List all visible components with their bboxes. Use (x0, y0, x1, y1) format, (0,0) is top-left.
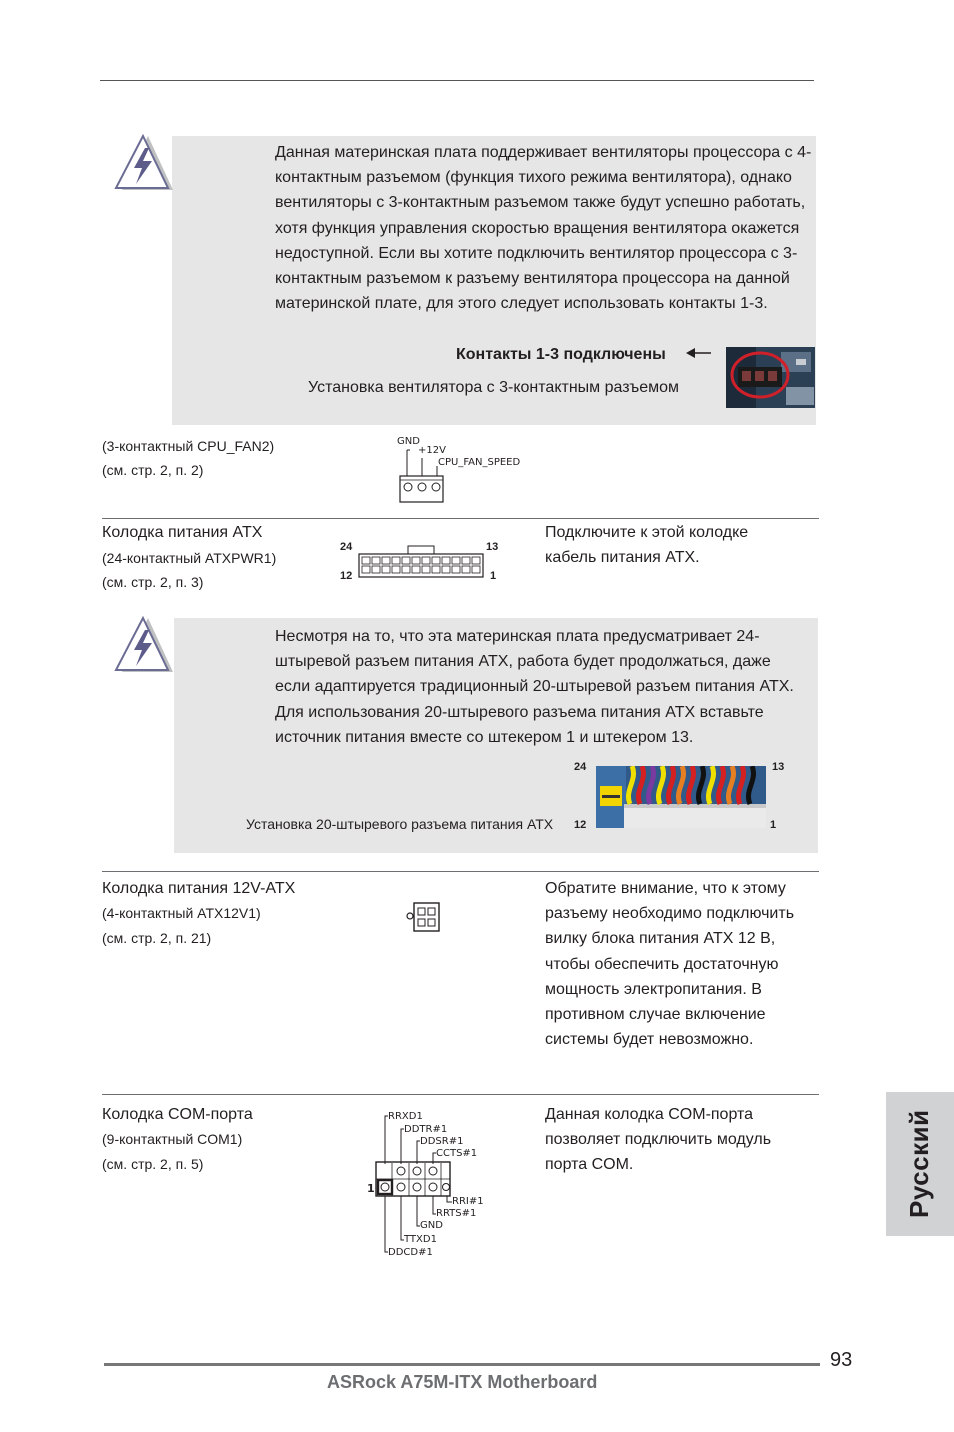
atx-pin-cell (392, 557, 400, 564)
com-pin-rri1: RRI#1 (452, 1196, 484, 1207)
atx-pin-12: 12 (340, 570, 353, 582)
atx-pin-cell (432, 566, 440, 573)
atx-pin-cell (422, 566, 430, 573)
atx20-pin-12: 12 (574, 819, 587, 831)
com-page-ref: (см. стр. 2, п. 5) (102, 1156, 204, 1172)
fan-pin-gnd-label: GND (397, 436, 420, 447)
atx-title: Колодка питания ATX (102, 524, 263, 541)
atx12v-page-ref: (см. стр. 2, п. 21) (102, 930, 212, 946)
com-pin-gnd: GND (420, 1220, 443, 1231)
com-pin-one-label: 1 (367, 1182, 375, 1195)
com-pin-ddtr1: DDTR#1 (404, 1124, 448, 1135)
atx-pin-cell (412, 557, 420, 564)
footer-title: ASRock A75M-ITX Motherboard (327, 1372, 598, 1392)
cpu-fan2-connector-diagram (396, 448, 456, 506)
cpu-fan2-model: (3-контактный CPU_FAN2) (102, 438, 275, 454)
atx-pin-cell (452, 566, 460, 573)
divider (102, 871, 819, 872)
com-title: Колодка COM-порта (102, 1106, 253, 1123)
atx-pin-cell (392, 566, 400, 573)
atx20-install-caption: Установка 20-штыревого разъема питания ATX (246, 816, 554, 832)
com-pin-rrxd1: RRXD1 (388, 1111, 423, 1122)
com-description: Данная колодка COM-порта позволяет подключить модуль порта COM. (545, 1106, 772, 1174)
com-model: (9-контактный COM1) (102, 1131, 243, 1147)
atx20-pin-13: 13 (772, 761, 785, 773)
divider (102, 1094, 819, 1095)
atx12v-title: Колодка питания 12V-ATX (102, 880, 296, 897)
atx-pin-cell (442, 566, 450, 573)
atx-note-text: Несмотря на то, что эта материнская плата предусматривает 24-штыревой разъем питания ATX, работа будет продолжаться, даже если адаптируется традиционный 20-штыревой разъем питания ATX. Для использования 20-штыревого разъема питания ATX вставьте источник питания вместе со штекером 1 и штекером 13. (275, 628, 794, 746)
atx-pin-cell (362, 566, 370, 573)
divider (102, 518, 819, 519)
top-rule (100, 80, 814, 81)
fan-pin-12v-label: +12V (418, 445, 446, 456)
atx-pin-cell (402, 566, 410, 573)
com-pin-ddcd1: DDCD#1 (388, 1247, 433, 1258)
atx-page-ref: (см. стр. 2, п. 3) (102, 574, 204, 590)
com-pin-ccts1: CCTS#1 (436, 1148, 478, 1159)
atx-pin-cell (382, 557, 390, 564)
warning-icon (112, 134, 174, 192)
atx-model: (24-контактный ATXPWR1) (102, 550, 277, 566)
atx-connector-diagram (356, 544, 486, 580)
atx20-install-photo (596, 766, 766, 828)
atx-pin-13: 13 (486, 541, 499, 553)
pins-connected-label: Контакты 1-3 подключены (456, 346, 666, 363)
atx12v-connector-diagram (404, 900, 442, 934)
atx-pin-cell (372, 566, 380, 573)
atx-pin-cell (372, 557, 380, 564)
fan-note-text: Данная материнская плата поддерживает вентиляторы процессора с 4-контактным разъемом (функция тихого режима вентилятора), однако вентиляторы с 3-контактным разъемом также будут успешно работать, хотя функция управления скоростью вращения вентилятора окажется недоступной. Если вы хотите подключить вентилятор процессора с 3-контактным разъемом к разъему вентилятора процессора на данной материнской плате, для этого следует использовать контакты 1-3. (275, 144, 812, 313)
atx-pin-cell (362, 557, 370, 564)
arrow-left-icon (686, 346, 712, 358)
atx-pin-cell (422, 557, 430, 564)
atx-pin-1: 1 (490, 570, 497, 582)
page-number: 93 (830, 1349, 853, 1371)
cpu-fan2-page-ref: (см. стр. 2, п. 2) (102, 462, 204, 478)
atx-pin-cell (452, 557, 460, 564)
atx-pin-cell (402, 557, 410, 564)
com-pin-ttxd1: TTXD1 (404, 1234, 437, 1245)
footer-rule (104, 1363, 820, 1366)
atx20-pin-1: 1 (770, 819, 777, 831)
atx-pin-cell (382, 566, 390, 573)
atx-pin-cell (412, 566, 420, 573)
warning-icon (112, 616, 174, 674)
atx-description: Подключите к этой колодке кабель питания ATX. (545, 524, 749, 567)
com-pin-ddsr1: DDSR#1 (420, 1136, 464, 1147)
atx-pin-24: 24 (340, 541, 353, 553)
atx-pin-cell (472, 557, 480, 564)
language-tab-label: Русский (904, 1109, 934, 1219)
atx12v-model: (4-контактный ATX12V1) (102, 905, 261, 921)
atx12v-description: Обратите внимание, что к этому разъему необходимо подключить вилку блока питания ATX 12 В, чтобы обеспечить достаточную мощность электропитания. В противном случае включение системы будет невозможно. (545, 880, 795, 1049)
atx20-pin-24: 24 (574, 761, 587, 773)
atx-pin-cell (472, 566, 480, 573)
atx-pin-cell (462, 557, 470, 564)
com-pin-rrts1: RRTS#1 (436, 1208, 477, 1219)
fan-pin-speed-label: CPU_FAN_SPEED (438, 457, 521, 468)
fan-install-caption: Установка вентилятора с 3-контактным разъемом (308, 379, 679, 396)
atx-pin-cell (462, 566, 470, 573)
atx-pin-cell (432, 557, 440, 564)
fan-install-photo (726, 347, 815, 408)
atx-pin-cell (442, 557, 450, 564)
